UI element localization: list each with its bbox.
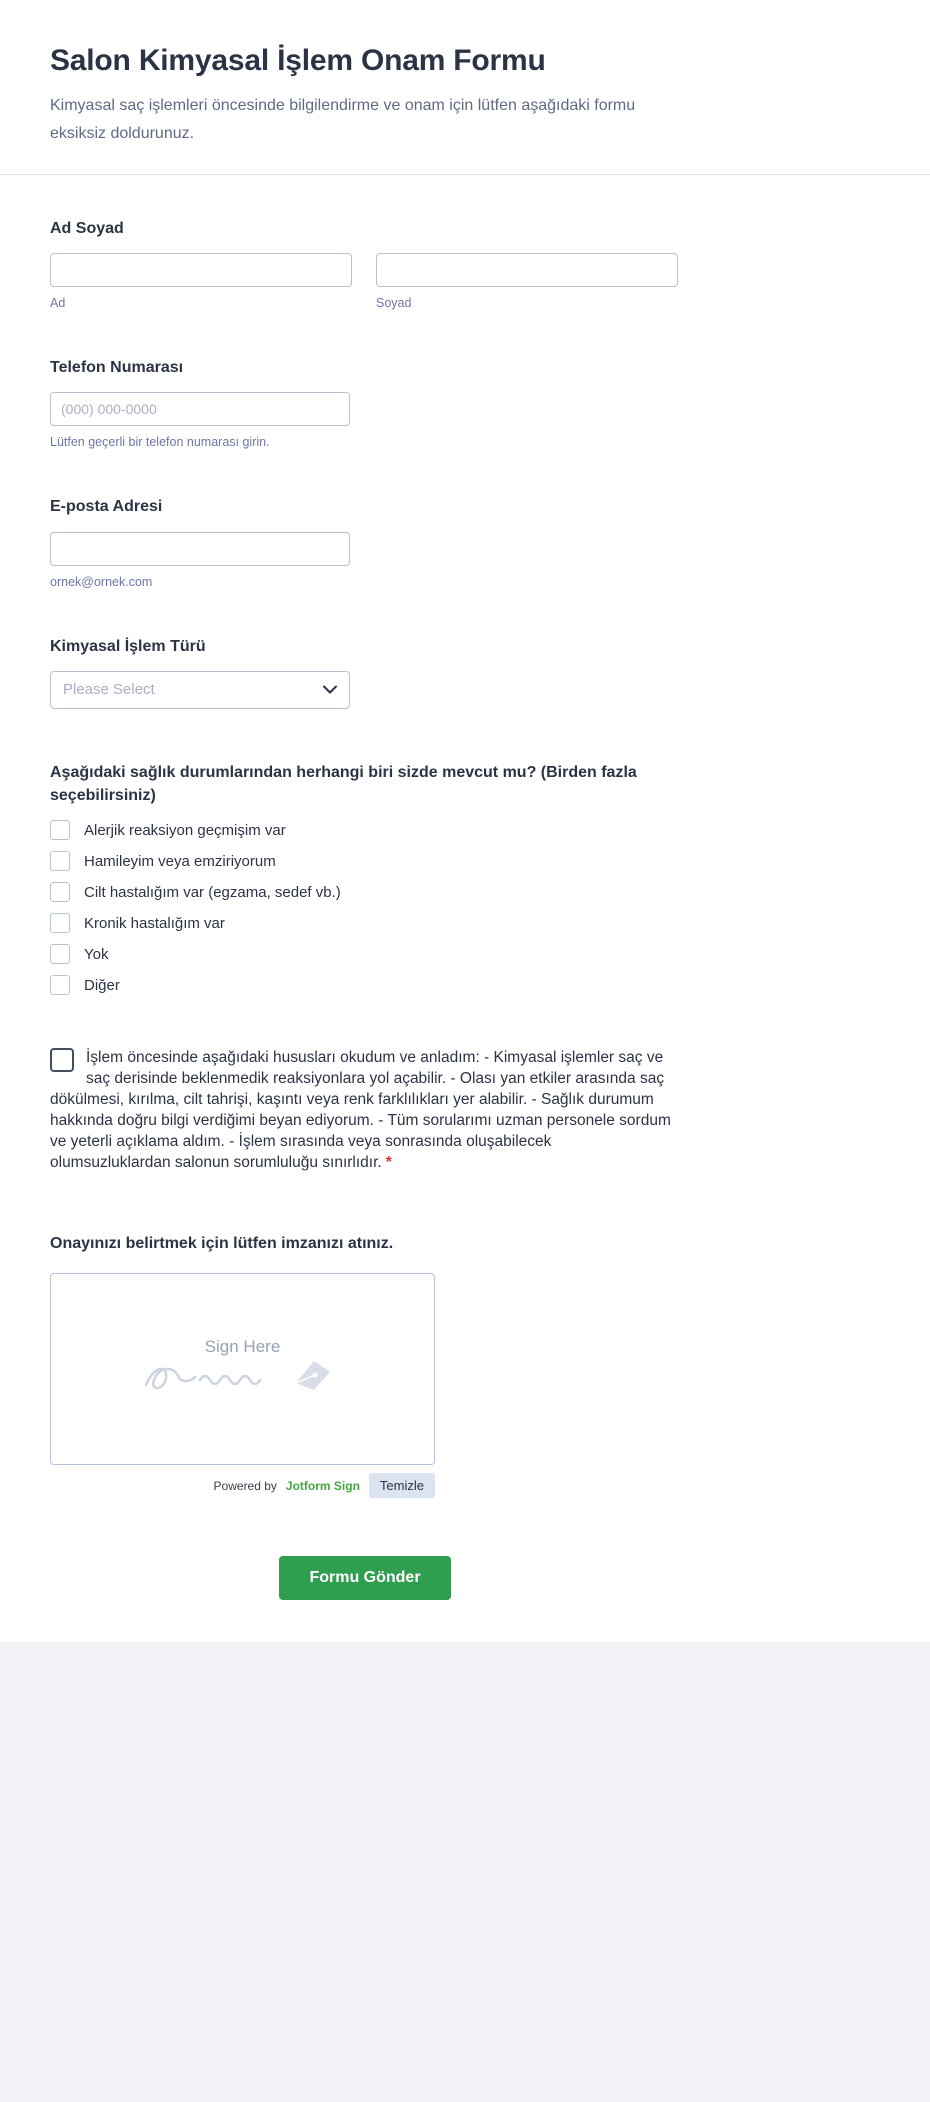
- last-name-sublabel: Soyad: [376, 296, 412, 311]
- consent-checkbox[interactable]: [50, 1048, 74, 1072]
- checkbox-option-skin-disease[interactable]: [50, 882, 680, 902]
- treatment-field: [50, 635, 680, 709]
- jotform-sign-link[interactable]: Jotform Sign: [285, 1478, 360, 1493]
- consent-terms-field: [50, 1047, 675, 1173]
- checkbox-icon[interactable]: [50, 975, 70, 995]
- fullname-field: [50, 217, 680, 310]
- option-label: Yok: [84, 945, 109, 963]
- checkbox-option-chronic[interactable]: [50, 913, 680, 933]
- option-label: Diğer: [84, 976, 120, 994]
- checkbox-option-other[interactable]: [50, 975, 680, 995]
- email-label: E-posta Adresi: [50, 498, 163, 516]
- page-title: Salon Kimyasal İşlem Onam Formu: [50, 44, 546, 77]
- sign-here-text: Sign Here: [204, 1337, 281, 1357]
- treatment-select[interactable]: [50, 671, 350, 709]
- checkbox-icon[interactable]: [50, 820, 70, 840]
- option-label: Hamileyim veya emziriyorum: [84, 852, 276, 870]
- email-field: [50, 495, 680, 588]
- page-background: [0, 1642, 930, 2102]
- phone-sublabel: Lütfen geçerli bir telefon numarası girin.: [50, 435, 270, 450]
- checkbox-icon[interactable]: [50, 851, 70, 871]
- phone-input[interactable]: [50, 392, 350, 426]
- checkbox-icon[interactable]: [50, 882, 70, 902]
- required-asterisk: *: [385, 1154, 392, 1172]
- powered-by-text: Powered by: [213, 1478, 277, 1493]
- fullname-label: Ad Soyad: [50, 220, 124, 237]
- phone-field: [50, 356, 680, 449]
- submit-row: [50, 1556, 680, 1642]
- signature-pad[interactable]: [50, 1273, 435, 1465]
- last-name-input[interactable]: [376, 253, 678, 287]
- checkbox-icon[interactable]: [50, 913, 70, 933]
- treatment-label: Kimyasal İşlem Türü: [50, 637, 206, 655]
- page-subtitle: Kimyasal saç işlemleri öncesinde bilgilendirme ve onam için lütfen aşağıdaki formu eksiksiz doldurunuz.: [50, 97, 636, 142]
- first-name-column: [50, 253, 352, 310]
- option-label: Cilt hastalığım var (egzama, sedef vb.): [84, 883, 341, 901]
- health-conditions-label: Aşağıdaki sağlık durumlarından herhangi biri sizde mevcut mu? (Birden fazla seçebilirsiniz): [50, 763, 637, 804]
- last-name-column: [376, 253, 678, 310]
- pen-nib-icon: [296, 1361, 330, 1390]
- clear-signature-button[interactable]: Temizle: [369, 1473, 435, 1498]
- health-conditions-field: [50, 761, 680, 995]
- first-name-sublabel: Ad: [50, 296, 66, 311]
- signature-placeholder: [138, 1337, 348, 1401]
- checkbox-icon[interactable]: [50, 944, 70, 964]
- submit-button[interactable]: Formu Gönder: [279, 1556, 450, 1600]
- signature-squiggle-icon: [138, 1353, 348, 1401]
- checkbox-option-pregnant[interactable]: [50, 851, 680, 871]
- first-name-input[interactable]: [50, 253, 352, 287]
- option-label: Kronik hastalığım var: [84, 914, 225, 932]
- form-header: [0, 0, 930, 174]
- signature-label: Onayınızı belirtmek için lütfen imzanızı atınız.: [50, 1235, 394, 1253]
- checkbox-option-allergy[interactable]: [50, 820, 680, 840]
- signature-field: [50, 1235, 680, 1498]
- checkbox-option-none[interactable]: [50, 944, 680, 964]
- treatment-select-value: Please Select: [63, 681, 155, 699]
- email-sublabel: ornek@ornek.com: [50, 574, 153, 589]
- chevron-down-icon: [323, 685, 337, 694]
- phone-label: Telefon Numarası: [50, 359, 184, 377]
- signature-footer: [50, 1473, 435, 1498]
- option-label: Alerjik reaksiyon geçmişim var: [84, 821, 286, 839]
- consent-text: İşlem öncesinde aşağıdaki hususları okudum ve anladım: - Kimyasal işlemler saç ve saç derisinde beklenmedik reaksiyonlara yol açabilir. - Olası yan etkiler arasında saç dökülmesi, kırılma, cilt tahrişi, kaşıntı veya renk farklılıkları yer alabilir. - Sağlık durumum hakkında doğru bilgi verdiğimi beyan ediyorum. - Tüm sorularımı uzman personele sordum ve yeterli açıklama aldım. - İşlem sırasında veya sonrasında oluşabilecek olumsuzluklardan salonun sorumluluğu sınırlıdır.: [50, 1049, 671, 1172]
- email-input[interactable]: [50, 532, 350, 566]
- form-body: [0, 175, 730, 1642]
